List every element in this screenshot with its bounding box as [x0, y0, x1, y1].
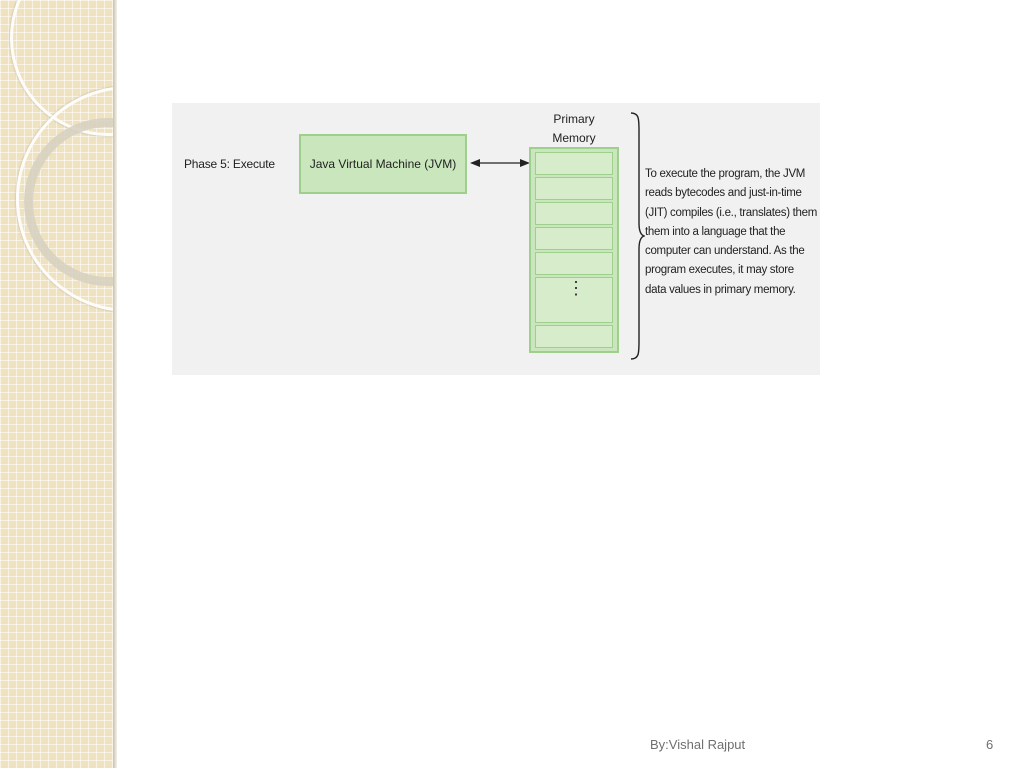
page-number: 6 [986, 737, 994, 752]
strip-edge-shadow [113, 0, 117, 768]
memory-cell [535, 152, 613, 175]
jvm-box-label: Java Virtual Machine (JVM) [309, 157, 457, 171]
jvm-box [299, 134, 467, 194]
memory-cell [535, 252, 613, 275]
memory-cell [535, 177, 613, 200]
primary-memory-block [529, 147, 619, 353]
memory-cell [535, 202, 613, 225]
memory-cell [535, 227, 613, 250]
footer-author: By:Vishal Rajput [650, 737, 746, 752]
bidirectional-arrow [470, 156, 530, 170]
execute-description: To execute the program, the JVM reads bytecodes and just-in-time (JIT) compiles (i.e., translates) them them into a language that the computer can understand. As the program executes, it may store data values in primary memory. [645, 168, 818, 296]
primary-memory-label: Primary Memory [552, 112, 596, 145]
memory-cell [535, 325, 613, 348]
right-curly-brace [629, 111, 645, 361]
execute-phase-diagram [172, 103, 820, 375]
decorative-side-strip [0, 0, 113, 768]
memory-ellipsis: ⋮ [567, 278, 585, 298]
phase-label: Phase 5: Execute [184, 157, 275, 171]
